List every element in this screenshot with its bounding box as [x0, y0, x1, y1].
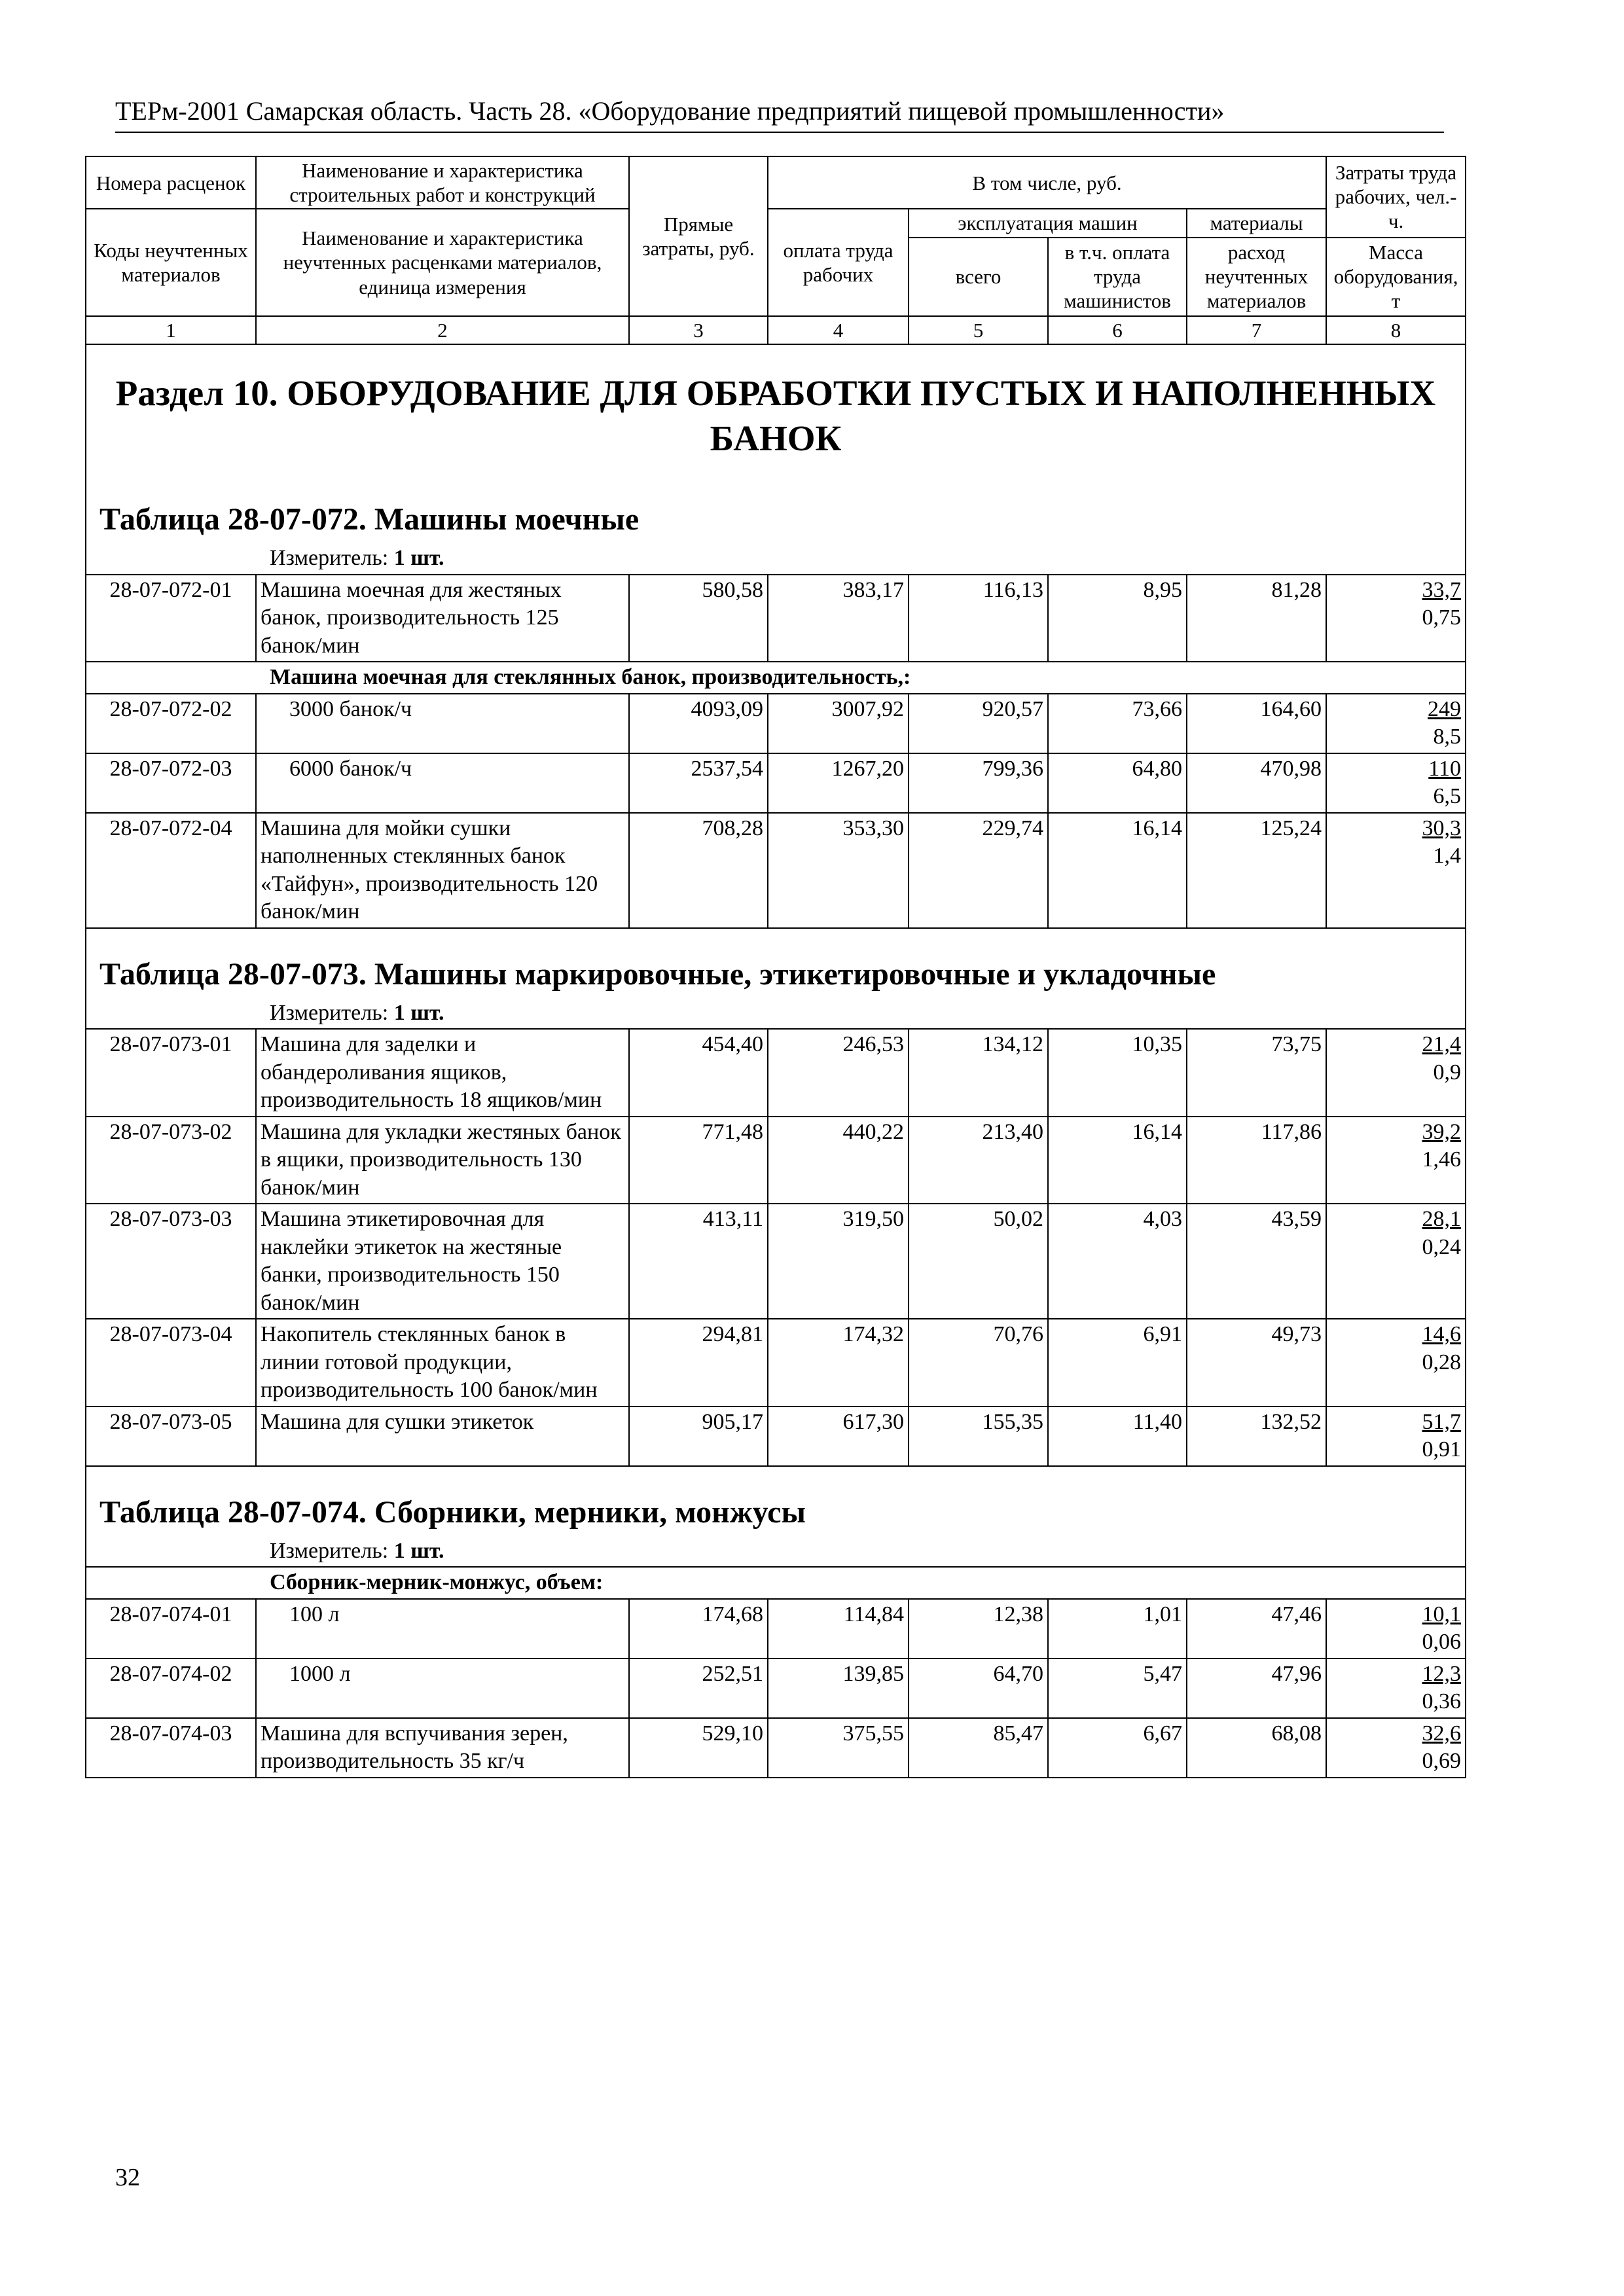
labor-pay: 383,17 [768, 575, 909, 662]
col6-header: в т.ч. оплата труда машинистов [1048, 238, 1187, 316]
labor-pay: 246,53 [768, 1029, 909, 1117]
labor-mass: 33,7 0,75 [1326, 575, 1466, 662]
row-code: 28-07-074-03 [86, 1718, 256, 1778]
direct-cost: 708,28 [629, 813, 768, 928]
machinists-pay: 11,40 [1048, 1407, 1187, 1466]
row-code: 28-07-073-03 [86, 1204, 256, 1319]
price-table [85, 156, 1466, 1778]
machines-total: 64,70 [909, 1659, 1048, 1718]
direct-cost: 905,17 [629, 1407, 768, 1466]
direct-cost: 580,58 [629, 575, 768, 662]
machines-total: 85,47 [909, 1718, 1048, 1778]
materials-cost: 132,52 [1187, 1407, 1326, 1466]
table-row [86, 1718, 1466, 1778]
machines-total: 134,12 [909, 1029, 1048, 1117]
labor-pay: 440,22 [768, 1117, 909, 1204]
machines-total: 155,35 [909, 1407, 1048, 1466]
table-row [86, 1659, 1466, 1718]
machinists-pay: 6,67 [1048, 1718, 1187, 1778]
col-number: 3 [629, 316, 768, 344]
page-number: 32 [115, 2164, 140, 2191]
materials-cost: 117,86 [1187, 1117, 1326, 1204]
direct-cost: 174,68 [629, 1599, 768, 1659]
labor-pay: 1267,20 [768, 753, 909, 813]
row-name: Машина этикетировочная для наклейки этикеток на жестяные банки, производительность 150 банок/мин [256, 1204, 629, 1319]
table-row [86, 575, 1466, 662]
col-number: 1 [86, 316, 256, 344]
col1-header-a: Номера расценок [86, 156, 256, 209]
row-name: 100 л [256, 1599, 629, 1659]
row-name: Машина моечная для жестяных банок, производительность 125 банок/мин [256, 575, 629, 662]
row-code: 28-07-072-01 [86, 575, 256, 662]
materials-cost: 47,96 [1187, 1659, 1326, 1718]
table-row [86, 1204, 1466, 1319]
direct-cost: 454,40 [629, 1029, 768, 1117]
subheading-072: Машина моечная для стеклянных банок, производительность,: [86, 662, 1466, 694]
table-row [86, 1407, 1466, 1466]
machinists-pay: 5,47 [1048, 1659, 1187, 1718]
materials-cost: 81,28 [1187, 575, 1326, 662]
measure-074: Измеритель: 1 шт. [86, 1536, 1466, 1568]
direct-cost: 771,48 [629, 1117, 768, 1204]
table-row [86, 1029, 1466, 1117]
direct-cost: 4093,09 [629, 694, 768, 753]
machines-total: 799,36 [909, 753, 1048, 813]
col1-header-b: Коды неучтенных материалов [86, 209, 256, 315]
machines-total: 70,76 [909, 1319, 1048, 1407]
labor-mass: 21,4 0,9 [1326, 1029, 1466, 1117]
direct-cost: 252,51 [629, 1659, 768, 1718]
col-number: 6 [1048, 316, 1187, 344]
materials-cost: 164,60 [1187, 694, 1326, 753]
row-name: Машина для сушки этикеток [256, 1407, 629, 1466]
materials-cost: 470,98 [1187, 753, 1326, 813]
running-header: ТЕРм-2001 Самарская область. Часть 28. «Оборудование предприятий пищевой промышленности» [115, 96, 1444, 133]
table-row [86, 1117, 1466, 1204]
row-code: 28-07-074-01 [86, 1599, 256, 1659]
labor-pay: 174,32 [768, 1319, 909, 1407]
labor-mass: 12,3 0,36 [1326, 1659, 1466, 1718]
measure-073: Измеритель: 1 шт. [86, 998, 1466, 1030]
subheading-074: Сборник-мерник-монжус, объем: [86, 1567, 1466, 1599]
machines-total: 229,74 [909, 813, 1048, 928]
col8-header-a: Затраты труда рабочих, чел.-ч. [1326, 156, 1466, 238]
machines-header: эксплуатация машин [909, 209, 1187, 237]
machinists-pay: 1,01 [1048, 1599, 1187, 1659]
machines-total: 213,40 [909, 1117, 1048, 1204]
col5-header: всего [909, 238, 1048, 316]
labor-pay: 114,84 [768, 1599, 909, 1659]
measure-072: Измеритель: 1 шт. [86, 543, 1466, 575]
machines-total: 12,38 [909, 1599, 1048, 1659]
row-code: 28-07-073-04 [86, 1319, 256, 1407]
machinists-pay: 16,14 [1048, 813, 1187, 928]
materials-header: материалы [1187, 209, 1326, 237]
col4-header: оплата труда рабочих [768, 209, 909, 315]
labor-pay: 375,55 [768, 1718, 909, 1778]
machines-total: 920,57 [909, 694, 1048, 753]
col8-header-b: Масса оборудования, т [1326, 238, 1466, 316]
labor-mass: 32,6 0,69 [1326, 1718, 1466, 1778]
row-code: 28-07-074-02 [86, 1659, 256, 1718]
row-code: 28-07-073-01 [86, 1029, 256, 1117]
col-number: 2 [256, 316, 629, 344]
labor-mass: 249 8,5 [1326, 694, 1466, 753]
machinists-pay: 73,66 [1048, 694, 1187, 753]
table-row [86, 753, 1466, 813]
row-name: Машина для укладки жестяных банок в ящики, производительность 130 банок/мин [256, 1117, 629, 1204]
row-code: 28-07-072-04 [86, 813, 256, 928]
materials-cost: 125,24 [1187, 813, 1326, 928]
col2-header-b: Наименование и характеристика неучтенных расценками материалов, единица измерения [256, 209, 629, 315]
row-name: Машина для вспучивания зерен, производительность 35 кг/ч [256, 1718, 629, 1778]
row-code: 28-07-073-02 [86, 1117, 256, 1204]
row-name: Машина для мойки сушки наполненных стеклянных банок «Тайфун», производительность 120 банок/мин [256, 813, 629, 928]
direct-cost: 529,10 [629, 1718, 768, 1778]
machinists-pay: 4,03 [1048, 1204, 1187, 1319]
row-name: 6000 банок/ч [256, 753, 629, 813]
machines-total: 50,02 [909, 1204, 1048, 1319]
col-number: 4 [768, 316, 909, 344]
price-table-wrapper [85, 156, 1465, 1778]
machinists-pay: 16,14 [1048, 1117, 1187, 1204]
col3-header: Прямые затраты, руб. [629, 156, 768, 316]
labor-pay: 319,50 [768, 1204, 909, 1319]
direct-cost: 413,11 [629, 1204, 768, 1319]
row-code: 28-07-072-03 [86, 753, 256, 813]
machines-total: 116,13 [909, 575, 1048, 662]
machinists-pay: 10,35 [1048, 1029, 1187, 1117]
materials-cost: 47,46 [1187, 1599, 1326, 1659]
materials-cost: 49,73 [1187, 1319, 1326, 1407]
section-title: Раздел 10. ОБОРУДОВАНИЕ ДЛЯ ОБРАБОТКИ ПУСТЫХ И НАПОЛНЕННЫХ БАНОК [86, 344, 1466, 475]
table-row [86, 813, 1466, 928]
machinists-pay: 8,95 [1048, 575, 1187, 662]
materials-cost: 73,75 [1187, 1029, 1326, 1117]
table-row [86, 694, 1466, 753]
labor-pay: 3007,92 [768, 694, 909, 753]
labor-mass: 14,6 0,28 [1326, 1319, 1466, 1407]
machinists-pay: 64,80 [1048, 753, 1187, 813]
direct-cost: 294,81 [629, 1319, 768, 1407]
row-code: 28-07-072-02 [86, 694, 256, 753]
materials-cost: 68,08 [1187, 1718, 1326, 1778]
labor-mass: 30,3 1,4 [1326, 813, 1466, 928]
row-name: 1000 л [256, 1659, 629, 1718]
col-number: 5 [909, 316, 1048, 344]
materials-cost: 43,59 [1187, 1204, 1326, 1319]
table-074-title: Таблица 28-07-074. Сборники, мерники, монжусы [86, 1466, 1466, 1536]
col-number: 7 [1187, 316, 1326, 344]
labor-pay: 353,30 [768, 813, 909, 928]
row-name: 3000 банок/ч [256, 694, 629, 753]
direct-cost: 2537,54 [629, 753, 768, 813]
table-073-title: Таблица 28-07-073. Машины маркировочные, этикетировочные и укладочные [86, 928, 1466, 998]
machinists-pay: 6,91 [1048, 1319, 1187, 1407]
col2-header-a: Наименование и характеристика строительных работ и конструкций [256, 156, 629, 209]
table-072-title: Таблица 28-07-072. Машины моечные [86, 474, 1466, 543]
table-row [86, 1319, 1466, 1407]
labor-mass: 110 6,5 [1326, 753, 1466, 813]
row-code: 28-07-073-05 [86, 1407, 256, 1466]
labor-pay: 617,30 [768, 1407, 909, 1466]
labor-mass: 51,7 0,91 [1326, 1407, 1466, 1466]
labor-mass: 28,1 0,24 [1326, 1204, 1466, 1319]
table-row [86, 1599, 1466, 1659]
col7-header: расход неучтенных материалов [1187, 238, 1326, 316]
labor-pay: 139,85 [768, 1659, 909, 1718]
row-name: Машина для заделки и обандероливания ящиков, производительность 18 ящиков/мин [256, 1029, 629, 1117]
incl-header: В том числе, руб. [768, 156, 1326, 209]
labor-mass: 39,2 1,46 [1326, 1117, 1466, 1204]
col-number: 8 [1326, 316, 1466, 344]
row-name: Накопитель стеклянных банок в линии готовой продукции, производительность 100 банок/мин [256, 1319, 629, 1407]
labor-mass: 10,1 0,06 [1326, 1599, 1466, 1659]
